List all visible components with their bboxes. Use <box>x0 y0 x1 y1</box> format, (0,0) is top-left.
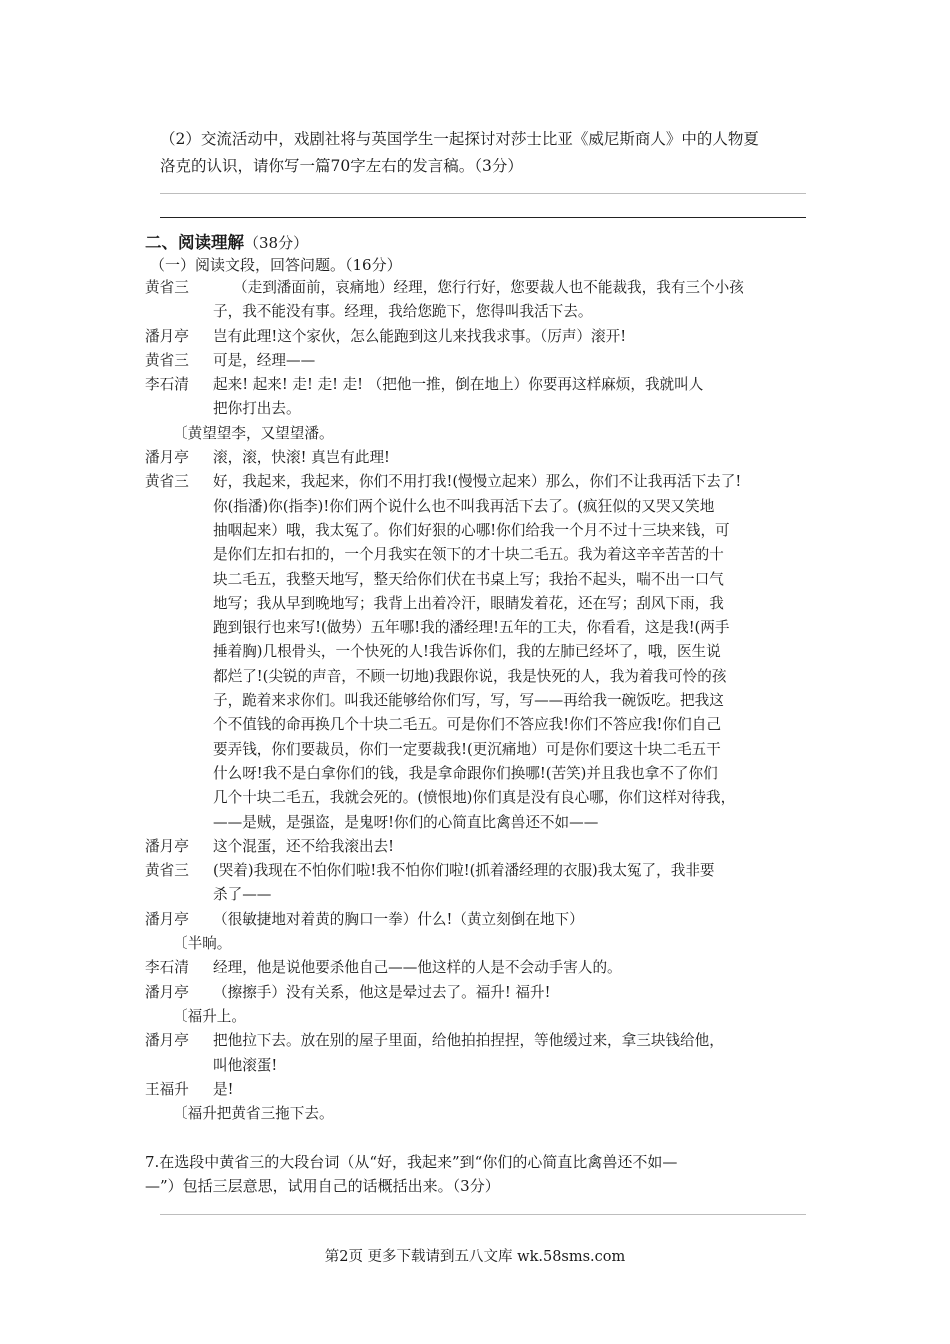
dialogue-text: 这个混蛋，还不给我滚出去! <box>213 837 394 855</box>
dialogue-text: 要弄钱，你们要裁员，你们一定要裁我!(更沉痛地）可是你们要这十块二毛五干 <box>213 740 721 758</box>
answer-line-1[interactable] <box>160 193 806 194</box>
dialogue-line <box>145 640 820 664</box>
dialogue-text: 抽咽起来）哦，我太冤了。你们好狠的心哪!你们给我一个月不过十三块来钱，可 <box>213 521 730 539</box>
dialogue-line <box>145 300 820 324</box>
dialogue-entry <box>145 859 820 908</box>
dialogue-text: (哭着)我现在不怕你们啦!我不怕你们啦!(抓着潘经理的衣服)我太冤了，我非要 <box>213 862 715 880</box>
dialogue-entry <box>145 1078 820 1102</box>
dialogue-line <box>145 495 820 519</box>
dialogue-entry <box>145 470 820 834</box>
dialogue-text: ——是贼，是强盗，是鬼呀!你们的心简直比禽兽还不如—— <box>213 813 599 831</box>
dialogue-entry <box>145 373 820 422</box>
answer-line-2[interactable] <box>160 217 806 218</box>
dialogue-line <box>145 738 820 762</box>
speaker-name: 黄省三 <box>145 862 189 880</box>
dialogue-line <box>145 446 820 470</box>
speaker-name: 李石清 <box>145 376 189 394</box>
dialogue-line <box>145 713 820 737</box>
dialogue-line <box>145 1078 820 1102</box>
dialogue-line <box>145 835 820 859</box>
stage-direction: 〔福升上。 <box>173 1007 246 1025</box>
dialogue-text: 可是，经理—— <box>213 351 316 369</box>
dialogue-line <box>145 616 820 640</box>
dialogue-text: 把他拉下去。放在别的屋子里面，给他拍拍捏捏，等他缓过来，拿三块钱给他， <box>213 1032 724 1050</box>
dialogue-line <box>145 811 820 835</box>
question-2-line-2: 洛克的认识，请你写一篇70字左右的发言稿。（3分） <box>160 157 523 175</box>
drama-script <box>145 276 820 1126</box>
question-2 <box>160 126 810 180</box>
dialogue-line <box>145 349 820 373</box>
dialogue-text: 子，跪着来求你们。叫我还能够给你们写，写，写——再给我一碗饭吃。把我这 <box>213 692 724 710</box>
question-7-line-1: 7.在选段中黄省三的大段台词（从“好，我起来”到“你们的心简直比禽兽还不如— <box>145 1153 678 1171</box>
dialogue-text: 滚，滚，快滚! 真岂有此理! <box>213 449 390 467</box>
stage-direction: 〔福升把黄省三拖下去。 <box>173 1105 334 1123</box>
dialogue-line <box>145 276 820 300</box>
speaker-name: 潘月亭 <box>145 910 189 928</box>
speaker-name: 潘月亭 <box>145 1032 189 1050</box>
dialogue-text: （擦擦手）没有关系，他这是晕过去了。福升! 福升! <box>213 983 551 1001</box>
question-7-line-2: —”）包括三层意思，试用自己的话概括出来。（3分） <box>145 1177 500 1195</box>
speaker-name: 黄省三 <box>145 473 189 491</box>
stage-direction: 〔黄望望李，又望望潘。 <box>173 424 334 442</box>
stage-direction: 〔半晌。 <box>173 935 232 953</box>
dialogue-entry <box>145 835 820 859</box>
dialogue-line <box>145 543 820 567</box>
dialogue-entry <box>145 325 820 349</box>
dialogue-line <box>145 1054 820 1078</box>
dialogue-text: 跑到银行也来写!(做势）五年哪!我的潘经理!五年的工夫，你看看，这是我!(两手 <box>213 619 730 637</box>
speaker-name: 李石清 <box>145 959 189 977</box>
dialogue-text: 个不值钱的命再换几个十块二毛五。可是你们不答应我!你们不答应我!你们自己 <box>213 716 721 734</box>
dialogue-line <box>145 786 820 810</box>
dialogue-entry <box>145 956 820 980</box>
dialogue-text: 什么呀!我不是白拿你们的钱，我是拿命跟你们换哪!(苦笑)并且我也拿不了你们 <box>213 764 718 782</box>
dialogue-text: （走到潘面前，哀痛地）经理，您行行好，您要裁人也不能裁我，我有三个小孩 <box>233 279 744 296</box>
dialogue-text: 叫他滚蛋! <box>213 1056 278 1074</box>
dialogue-text: 是你们左扣右扣的，一个月我实在领下的才十块二毛五。我为着这辛辛苦苦的十 <box>213 546 724 564</box>
dialogue-text: 捶着胸)几根骨头，一个快死的人!我告诉你们，我的左肺已经坏了，哦，医生说 <box>213 643 721 661</box>
speaker-name: 王福升 <box>145 1080 189 1098</box>
dialogue-text: 好，我起来，我起来，你们不用打我!(慢慢立起来）那么，你们不让我再活下去了! <box>213 473 742 491</box>
dialogue-text: 是! <box>213 1080 234 1098</box>
dialogue-text: 几个十块二毛五，我就会死的。(愤恨地)你们真是没有良心哪，你们这样对待我， <box>213 789 736 807</box>
speaker-name: 黄省三 <box>145 279 189 296</box>
answer-line-3[interactable] <box>160 1214 806 1215</box>
dialogue-line <box>145 908 820 932</box>
section-title-text: 二、阅读理解 <box>145 233 244 252</box>
dialogue-text: （很敏捷地对着黄的胸口一拳）什么!（黄立刻倒在地下） <box>213 910 584 928</box>
dialogue-text: 子，我不能没有事。经理，我给您跪下，您得叫我活下去。 <box>213 303 593 321</box>
dialogue-line <box>145 470 820 494</box>
dialogue-entry <box>145 981 820 1005</box>
question-2-line-1: （2）交流活动中，戏剧社将与英国学生一起探讨对莎士比亚《威尼斯商人》中的人物夏 <box>160 130 759 148</box>
dialogue-line <box>145 1029 820 1053</box>
dialogue-text: 把你打出去。 <box>213 400 301 418</box>
dialogue-line <box>145 592 820 616</box>
dialogue-entry <box>145 1029 820 1078</box>
dialogue-text: 岂有此理!这个家伙，怎么能跑到这儿来找我求事。（厉声）滚开! <box>213 327 627 345</box>
dialogue-line <box>145 883 820 907</box>
dialogue-entry <box>145 446 820 470</box>
dialogue-line <box>145 981 820 1005</box>
section-points: （38分） <box>244 234 309 252</box>
speaker-name: 潘月亭 <box>145 449 189 467</box>
speaker-name: 潘月亭 <box>145 837 189 855</box>
dialogue-line <box>145 397 820 421</box>
dialogue-line <box>145 859 820 883</box>
dialogue-line <box>145 762 820 786</box>
question-7 <box>145 1150 815 1198</box>
dialogue-text: 经理，他是说他要杀他自己——他这样的人是不会动手害人的。 <box>213 959 622 977</box>
page-footer: 第2页 更多下载请到五八文库 wk.58sms.com <box>324 1249 626 1265</box>
dialogue-text: 你(指潘)你(指李)!你们两个说什么也不叫我再活下去了。(疯狂似的又哭又笑地 <box>213 497 715 515</box>
section-title <box>145 229 308 253</box>
dialogue-line <box>145 689 820 713</box>
dialogue-line <box>145 568 820 592</box>
dialogue-line <box>145 325 820 349</box>
dialogue-entry <box>145 908 820 932</box>
dialogue-text: 地写；我从早到晚地写；我背上出着冷汗，眼睛发着花，还在写；刮风下雨，我 <box>213 594 724 612</box>
dialogue-line <box>145 956 820 980</box>
speaker-name: 潘月亭 <box>145 327 189 345</box>
sub-section-title: （一）阅读文段，回答问题。（16分） <box>150 256 402 274</box>
dialogue-text: 杀了—— <box>213 886 272 904</box>
dialogue-text: 块二毛五，我整天地写，整天给你们伏在书桌上写；我抬不起头，喘不出一口气 <box>213 570 724 588</box>
dialogue-entry <box>145 349 820 373</box>
speaker-name: 潘月亭 <box>145 983 189 1001</box>
dialogue-line <box>145 519 820 543</box>
dialogue-line <box>145 665 820 689</box>
dialogue-text: 起来! 起来! 走! 走! 走! （把他一推，倒在地上）你要再这样麻烦，我就叫人 <box>213 376 704 394</box>
dialogue-line <box>145 373 820 397</box>
dialogue-entry <box>145 276 820 325</box>
speaker-name: 黄省三 <box>145 351 189 369</box>
dialogue-text: 都烂了!(尖锐的声音，不顾一切地)我跟你说，我是快死的人，我为着我可怜的孩 <box>213 667 727 685</box>
